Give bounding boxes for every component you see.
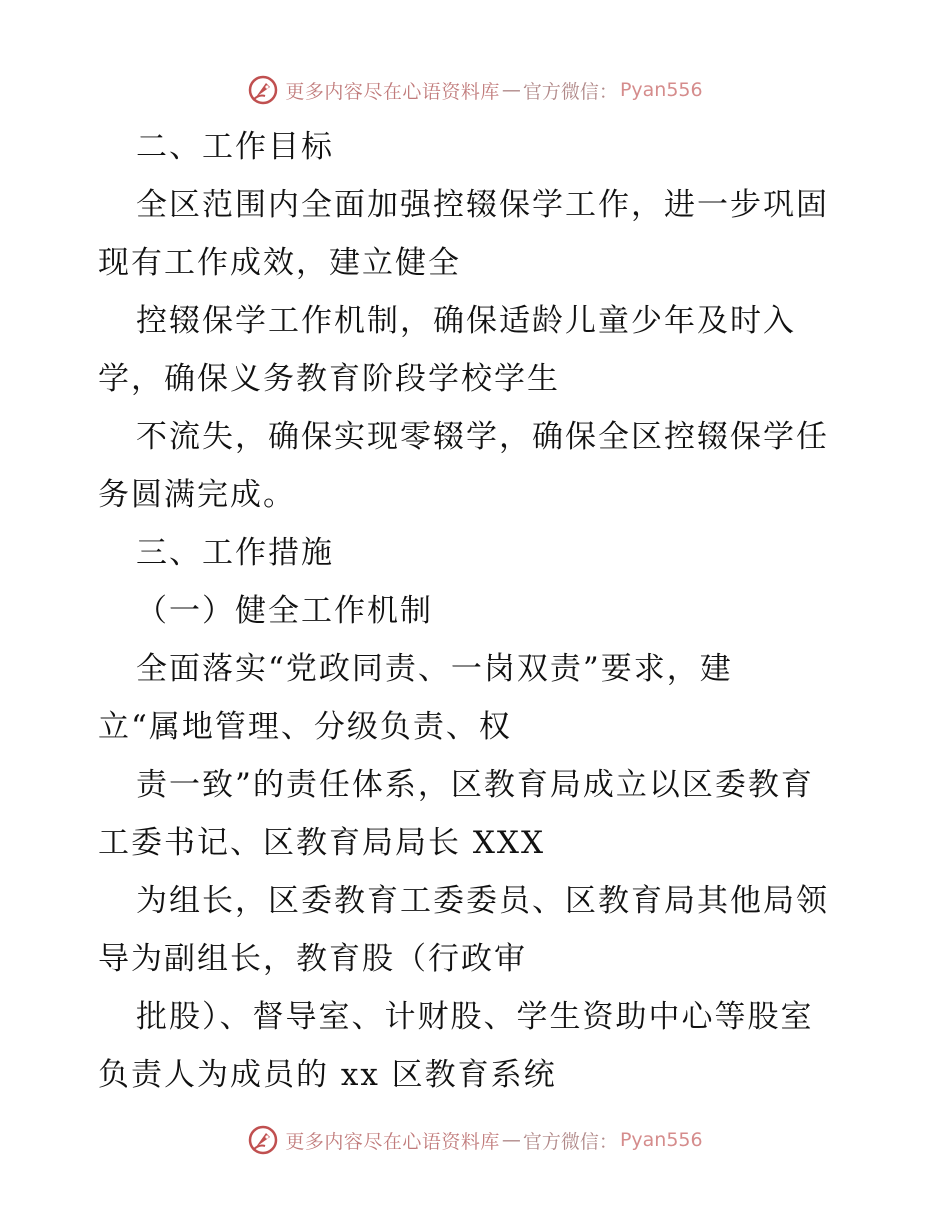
paragraph-line: 学，确保义务教育阶段学校学生 [98,361,560,397]
pen-nib-circle-icon [247,74,279,106]
paragraph-line: 负责人为成员的 xx 区教育系统 [98,1057,557,1093]
watermark-official-label: 官方微信： [522,1130,618,1153]
watermark-wechat-id: Pyan556 [619,79,703,101]
watermark-dash: — [501,1129,521,1151]
watermark-wechat-id: Pyan556 [619,1129,703,1151]
paragraph-line: 工委书记、区教育局局长 XXX [98,825,546,861]
section-heading-goals: 二、工作目标 [136,129,334,165]
watermark-main-text: 更多内容尽在心语资料库 [285,1130,500,1153]
paragraph-line: 全面落实“党政同责、一岗双责”要求，建 [136,651,733,687]
paragraph-line: 导为副组长，教育股（行政审 [98,941,527,977]
paragraph-line: 现有工作成效，建立健全 [98,245,461,281]
watermark-footer [0,1120,950,1160]
paragraph-line: 责一致”的责任体系，区教育局成立以区委教育 [136,767,814,803]
watermark-dash: — [501,79,521,101]
pen-nib-circle-icon [247,1124,279,1156]
watermark-official-label: 官方微信： [522,80,618,103]
paragraph-line: 不流失，确保实现零辍学，确保全区控辍保学任 [136,419,829,455]
paragraph-line: 控辍保学工作机制，确保适龄儿童少年及时入 [136,303,796,339]
document-body [98,118,858,1104]
paragraph-line: 批股）、督导室、计财股、学生资助中心等股室 [136,999,814,1035]
paragraph-line: 务圆满完成。 [98,477,296,513]
watermark-main-text: 更多内容尽在心语资料库 [285,80,500,103]
watermark-header [0,70,950,110]
paragraph-line: 全区范围内全面加强控辍保学工作，进一步巩固 [136,187,829,223]
subsection-heading: （一）健全工作机制 [136,593,433,629]
paragraph-line: 为组长，区委教育工委委员、区教育局其他局领 [136,883,829,919]
paragraph-line: 立“属地管理、分级负责、权 [98,709,512,745]
section-heading-measures: 三、工作措施 [136,535,334,571]
